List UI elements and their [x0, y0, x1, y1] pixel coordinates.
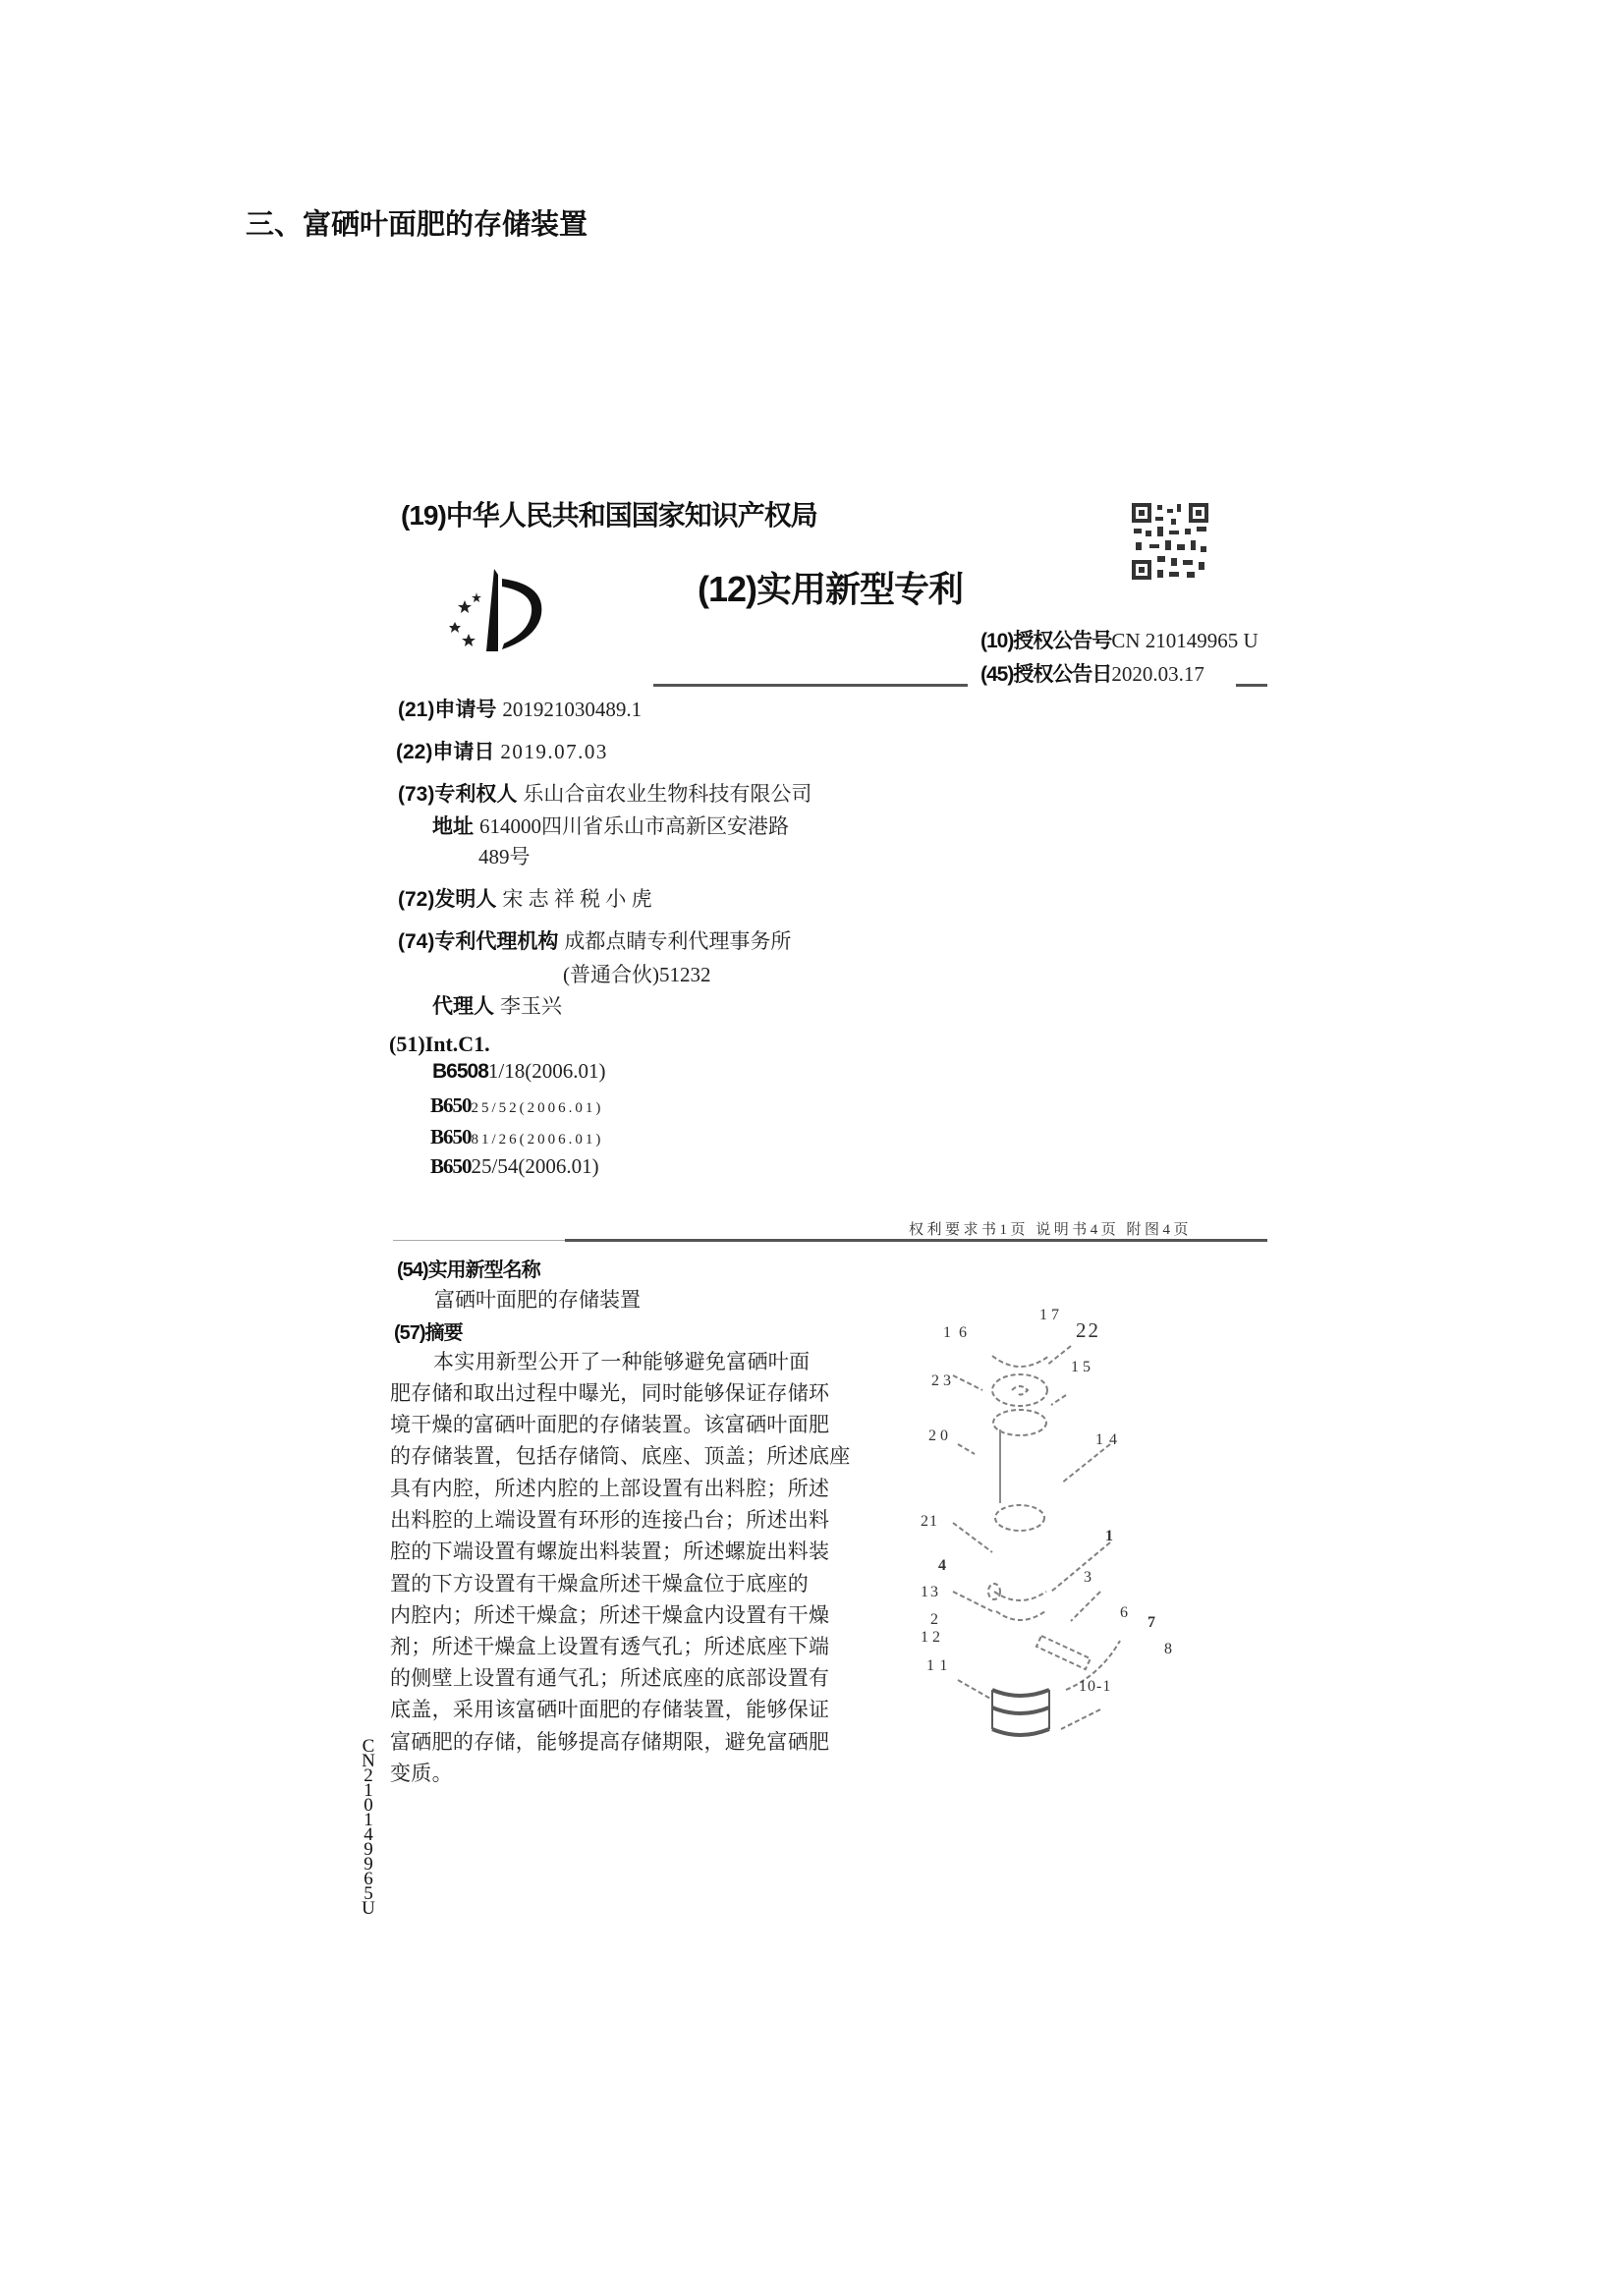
int-cl-code: B650 [430, 1125, 472, 1148]
int-cl-rest: 1/18(2006.01) [487, 1059, 606, 1083]
abstract-line: 本实用新型公开了一种能够避免富硒叶面 [433, 1350, 811, 1373]
abstract-line: 富硒肥的存储，能够提高存储期限，避免富硒肥 [390, 1730, 830, 1754]
drawing-label: 16 [943, 1324, 975, 1341]
abstract-label: (57)摘要 [394, 1322, 463, 1344]
publication-number-value: CN 210149965 U [1111, 629, 1259, 652]
abstract-line: 剂；所述干燥盒上设置有透气孔；所述底座下端 [390, 1635, 830, 1658]
top-cap-arc [992, 1356, 1049, 1367]
cylinder-top [993, 1410, 1046, 1435]
patentee-value: 乐山合亩农业生物科技有限公司 [523, 782, 812, 806]
int-cl-entry [432, 1059, 605, 1084]
patent-agency-line2: (普通合伙)51232 [563, 963, 711, 986]
document-type: (12)实用新型专利 [698, 569, 964, 609]
int-cl-entry [430, 1093, 603, 1118]
patent-agency-line1: 成都点睛专利代理事务所 [564, 929, 792, 953]
patent-drawing [914, 1297, 1199, 1759]
abstract-line: 境干燥的富硒叶面肥的存储装置。该富硒叶面肥 [390, 1413, 830, 1436]
patentee-label: (73)专利权人 [398, 783, 518, 806]
int-cl-code: B650 [430, 1154, 472, 1178]
publication-date [980, 658, 1204, 688]
abstract-line: 底盖，采用该富硒叶面肥的存储装置，能够保证 [390, 1698, 830, 1721]
drawing-label: 1 [1105, 1528, 1117, 1544]
abstract-line: 腔的下端设置有螺旋出料装置；所述螺旋出料装 [390, 1540, 830, 1563]
abstract-line: 出料腔的上端设置有环形的连接凸台；所述出料 [390, 1508, 830, 1532]
section-heading: 三、富硒叶面肥的存储装置 [246, 209, 588, 241]
drawing-label: 11 [926, 1657, 954, 1674]
header-rule-right [1236, 684, 1267, 687]
address-line2: 489号 [478, 845, 531, 868]
patent-agency [398, 925, 791, 955]
int-cl-code: B6508 [432, 1060, 488, 1083]
int-cl-code: B650 [430, 1093, 472, 1117]
abstract-line: 变质。 [390, 1762, 453, 1785]
page-counts: 权利要求书1页 说明书4页 附图4页 [909, 1222, 1193, 1238]
drawing-label: 2 [930, 1611, 942, 1628]
patent-agency-label: (74)专利代理机构 [398, 930, 559, 953]
drawing-label: 3 [1084, 1569, 1095, 1586]
publication-number [980, 625, 1259, 654]
drawing-label: 6 [1120, 1604, 1132, 1621]
address-line1: 614000四川省乐山市高新区安港路 [479, 814, 789, 838]
application-number-value: 201921030489.1 [502, 698, 643, 721]
drawing-label: 4 [938, 1557, 950, 1574]
drawing-label: 20 [928, 1428, 952, 1444]
patentee [398, 778, 812, 808]
publication-date-value: 2020.03.17 [1111, 662, 1204, 686]
abstract-line: 置的下方设置有干燥盒所述干燥盒位于底座的 [390, 1572, 809, 1596]
int-cl-rest: 25/54(2006.01) [471, 1154, 599, 1178]
drawing-label: 15 [1071, 1359, 1094, 1375]
address-label: 地址 [432, 815, 474, 838]
drawing-label: 17 [1039, 1307, 1063, 1323]
drawing-label: 8 [1164, 1641, 1176, 1657]
application-number [398, 694, 642, 723]
int-cl-entry [430, 1125, 603, 1149]
int-cl-entry [430, 1154, 599, 1179]
section-rule [565, 1239, 1267, 1242]
int-cl-label: (51)Int.C1. [389, 1032, 490, 1056]
utility-model-title: 富硒叶面肥的存储装置 [434, 1288, 641, 1312]
drawing-label: 21 [921, 1513, 938, 1530]
drawing-label: 14 [1095, 1431, 1123, 1448]
application-number-label: (21)申请号 [398, 699, 497, 721]
agent-value: 李玉兴 [500, 994, 562, 1018]
application-date [396, 736, 608, 765]
publication-number-label: (10)授权公告号 [980, 630, 1112, 652]
int-cl-rest: 25/52(2006.01) [471, 1100, 604, 1116]
cnipa-logo-icon [447, 565, 555, 655]
drawing-label: 7 [1147, 1614, 1159, 1631]
application-date-value: 2019.07.03 [500, 740, 608, 763]
abstract-line: 的存储装置，包括存储筒、底座、顶盖；所述底座 [390, 1444, 851, 1468]
section-rule-thin [393, 1240, 565, 1241]
spiral-ring [992, 1374, 1047, 1406]
patent-office: (19)中华人民共和国国家知识产权局 [401, 500, 817, 531]
title-label: (54)实用新型名称 [397, 1260, 540, 1281]
drawing-label: 23 [931, 1372, 955, 1389]
abstract-line: 具有内腔，所述内腔的上部设置有出料腔；所述 [390, 1477, 830, 1500]
qr-code-icon [1130, 501, 1210, 582]
side-publication-number: CN210149965U [362, 1736, 375, 1919]
header-rule-left [653, 684, 968, 687]
agent-label: 代理人 [432, 995, 494, 1018]
publication-date-label: (45)授权公告日 [980, 663, 1112, 686]
drawing-label: 22 [1076, 1318, 1100, 1342]
inventors [398, 883, 652, 913]
abstract-line: 的侧壁上设置有通气孔；所述底座的底部设置有 [390, 1666, 830, 1690]
address [432, 811, 789, 840]
drawing-label: 13 [921, 1584, 940, 1600]
base-ring [992, 1690, 1049, 1696]
application-date-label: (22)申请日 [396, 741, 495, 763]
drawing-label: 12 [921, 1629, 944, 1646]
int-cl-rest: 81/26(2006.01) [471, 1132, 604, 1148]
inventors-value: 宋 志 祥 税 小 虎 [502, 887, 652, 911]
abstract-line: 肥存储和取出过程中曝光，同时能够保证存储环 [390, 1381, 830, 1405]
inventors-label: (72)发明人 [398, 888, 497, 911]
ring-21 [995, 1505, 1044, 1531]
abstract-line: 内腔内；所述干燥盒；所述干燥盒内设置有干燥 [390, 1603, 830, 1627]
agent [432, 990, 562, 1020]
drawing-label: 10-1 [1079, 1678, 1112, 1695]
